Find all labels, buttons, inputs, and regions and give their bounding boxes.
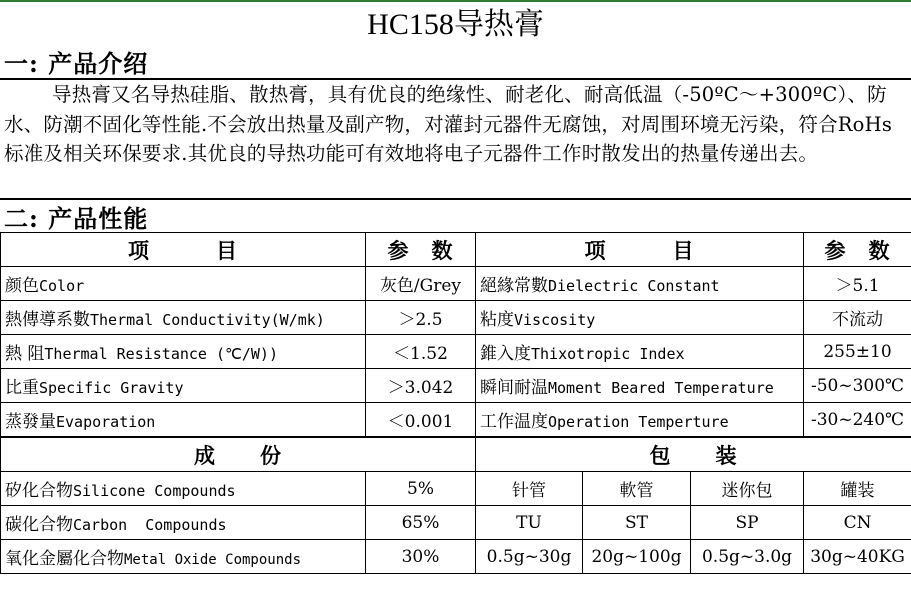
package-cell: 罐装 xyxy=(804,472,911,506)
header-item: 项 目 xyxy=(1,233,366,267)
intro-paragraph: 导热膏又名导热硅脂、散热膏，具有优良的绝缘性、耐老化、耐高低温（-50ºC～+300ºC）、防水、防潮不固化等性能.不会放出热量及副产物，对灌封元器件无腐蚀，对周围环境无污染，符合RoHs标准及相关环保要求.其优良的导热功能可有效地将电子元器件工作时散发出的热量传递出去。 xyxy=(4,83,893,165)
package-cell: CN xyxy=(804,506,911,540)
spec-label: 比重Specific Gravity xyxy=(1,369,366,403)
package-cell: TU xyxy=(476,506,583,540)
spec-value: -30~240℃ xyxy=(804,403,911,438)
section-intro-heading: 一: 产品介绍 xyxy=(4,49,149,78)
spec-row xyxy=(1,335,911,369)
package-cell: 20g~100g xyxy=(583,540,691,574)
spec-label: 工作温度Operation Temperture xyxy=(476,403,804,438)
spec-header-row xyxy=(1,233,911,267)
spec-value: 灰色/Grey xyxy=(366,267,476,301)
spec-table xyxy=(0,232,911,574)
header-package: 包 装 xyxy=(476,437,911,472)
section-performance-heading: 二: 产品性能 xyxy=(4,204,149,232)
composition-percent: 5% xyxy=(366,472,476,506)
spec-label: 粘度Viscosity xyxy=(476,301,804,335)
package-cell: 0.5g~3.0g xyxy=(691,540,804,574)
spec-row xyxy=(1,369,911,403)
package-cell: 0.5g~30g xyxy=(476,540,583,574)
package-cell: 30g~40KG xyxy=(804,540,911,574)
header-param: 参 数 xyxy=(366,233,476,267)
spec-label: 颜色Color xyxy=(1,267,366,301)
spec-value: 255±10 xyxy=(804,335,911,369)
spec-label: 熱傳導系數Thermal Conductivity(W/mk) xyxy=(1,301,366,335)
spec-value: ＜1.52 xyxy=(366,335,476,369)
spec-value: -50~300℃ xyxy=(804,369,911,403)
spec-label: 絕緣常數Dielectric Constant xyxy=(476,267,804,301)
package-cell: 迷你包 xyxy=(691,472,804,506)
composition-percent: 65% xyxy=(366,506,476,540)
spec-value: ＞5.1 xyxy=(804,267,911,301)
header-composition: 成 份 xyxy=(1,437,476,472)
spec-value: ＞2.5 xyxy=(366,301,476,335)
top-border xyxy=(0,0,911,2)
spec-row xyxy=(1,301,911,335)
package-cell: 针管 xyxy=(476,472,583,506)
package-cell: 軟管 xyxy=(583,472,691,506)
spec-label: 蒸發量Evaporation xyxy=(1,403,366,438)
composition-label: 氧化金屬化合物Metal Oxide Compounds xyxy=(1,540,366,574)
section-divider xyxy=(0,198,911,200)
spec-value: ＞3.042 xyxy=(366,369,476,403)
composition-header-row xyxy=(1,437,911,472)
spec-label: 熱 阻Thermal Resistance (℃/W)) xyxy=(1,335,366,369)
composition-row xyxy=(1,540,911,574)
composition-row xyxy=(1,472,911,506)
spec-label: 瞬间耐温Moment Beared Temperature xyxy=(476,369,804,403)
package-cell: ST xyxy=(583,506,691,540)
spec-row xyxy=(1,267,911,301)
header-param: 参 数 xyxy=(804,233,911,267)
spec-value: 不流动 xyxy=(804,301,911,335)
spec-value: ＜0.001 xyxy=(366,403,476,438)
composition-row xyxy=(1,506,911,540)
composition-label: 矽化合物Silicone Compounds xyxy=(1,472,366,506)
page-title: HC158导热膏 xyxy=(367,8,544,41)
composition-percent: 30% xyxy=(366,540,476,574)
package-cell: SP xyxy=(691,506,804,540)
header-item: 项 目 xyxy=(476,233,804,267)
spec-row xyxy=(1,403,911,438)
spec-label: 錐入度Thixotropic Index xyxy=(476,335,804,369)
composition-label: 碳化合物Carbon Compounds xyxy=(1,506,366,540)
